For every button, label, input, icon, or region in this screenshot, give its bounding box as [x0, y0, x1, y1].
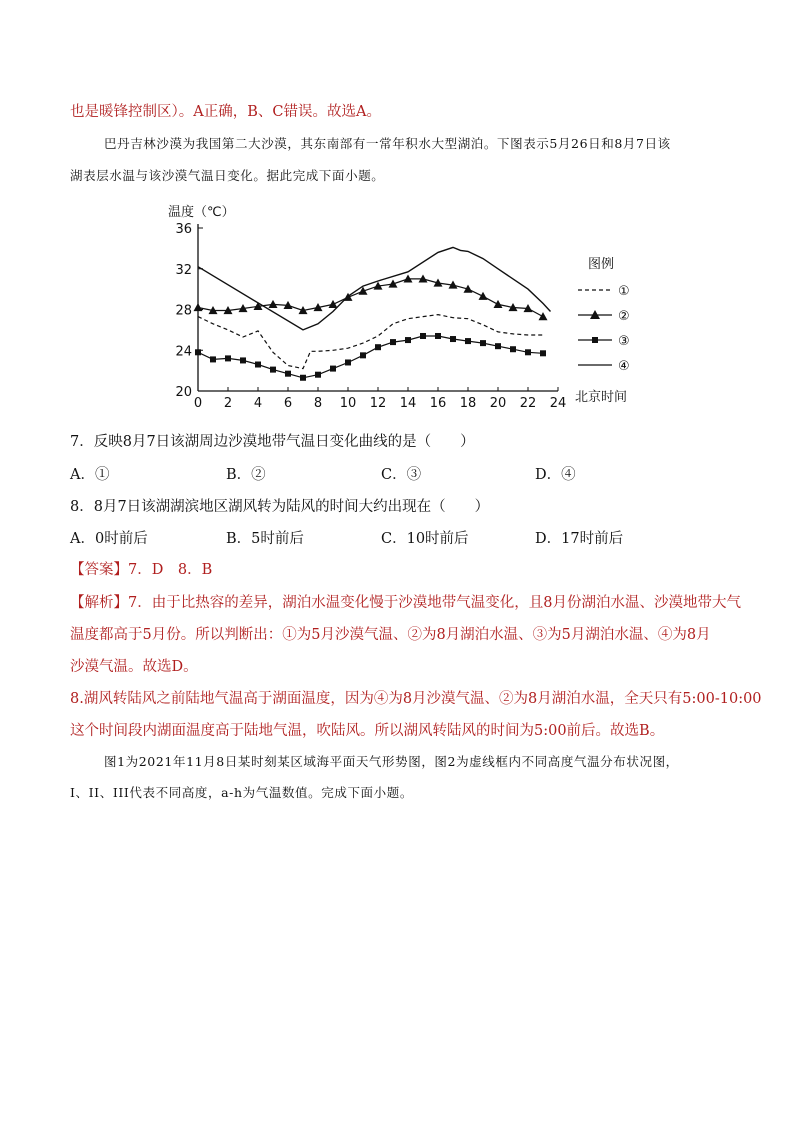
q7-option-c[interactable]: C．③ [381, 467, 422, 483]
triangle-marker [494, 300, 503, 308]
square-marker [225, 355, 231, 361]
analysis-line5: 这个时间段内湖面温度高于陆地气温，吹陆风。所以湖风转陆风的时间为5:00前后。故选B。 [70, 723, 665, 739]
q8-option-d[interactable]: D．17时前后 [535, 531, 624, 547]
y-tick-label: 28 [175, 303, 192, 319]
legend-entry-2: ② [618, 309, 630, 324]
q7-option-d[interactable]: D．④ [535, 467, 576, 483]
x-tick-label: 16 [429, 396, 447, 411]
square-marker [345, 359, 351, 365]
triangle-marker [329, 300, 338, 308]
x-axis-label: 北京时间 [575, 390, 628, 405]
x-tick-label: 10 [339, 396, 357, 411]
analysis-tag: 【解析】 [70, 595, 128, 611]
x-tick-label: 8 [313, 396, 323, 411]
triangle-marker [269, 300, 278, 308]
answer-line [70, 558, 212, 579]
x-tick-label: 18 [459, 396, 477, 411]
analysis-line3: 沙漠气温。故选D。 [70, 659, 198, 675]
legend-title: 图例 [588, 257, 615, 272]
square-marker [195, 349, 201, 355]
y-tick-label: 36 [175, 222, 192, 237]
square-marker [540, 350, 546, 356]
square-marker [360, 352, 366, 358]
y-tick-label: 32 [175, 262, 192, 278]
y-axis-label: 温度（℃） [168, 205, 235, 220]
triangle-marker [539, 312, 548, 320]
temperature-line-chart [160, 196, 640, 418]
square-marker [405, 337, 411, 343]
square-marker [270, 367, 276, 373]
square-marker [450, 336, 456, 342]
x-tick-label: 6 [283, 396, 293, 411]
x-tick-label: 0 [193, 396, 203, 411]
series-line-3 [198, 336, 543, 378]
passage2-line2: I、II、III代表不同高度，a-h为气温数值。完成下面小题。 [70, 785, 413, 800]
analysis-line4: 8.湖风转陆风之前陆地气温高于湖面温度，因为④为8月沙漠气温、②为8月湖泊水温，全天只有5:00-10:00 [70, 691, 762, 707]
q7-option-a[interactable]: A．① [70, 467, 110, 483]
square-marker [420, 333, 426, 339]
y-tick-label: 20 [175, 385, 192, 400]
passage1-line2: 湖表层水温与该沙漠气温日变化。据此完成下面小题。 [70, 168, 385, 183]
previous-answer-tail: 也是暖锋控制区）。A正确，B、C错误。故选A。 [70, 104, 381, 120]
square-marker [210, 356, 216, 362]
q8-option-a[interactable]: A．0时前后 [70, 531, 148, 547]
square-marker [390, 339, 396, 345]
square-marker [495, 343, 501, 349]
square-marker [285, 371, 291, 377]
answer-tag: 【答案】 [70, 562, 128, 578]
square-marker [375, 344, 381, 350]
legend-entry-4: ④ [618, 359, 630, 374]
square-marker [465, 338, 471, 344]
x-tick-label: 12 [369, 396, 387, 411]
q8-option-b[interactable]: B．5时前后 [226, 531, 304, 547]
square-marker [240, 357, 246, 363]
square-marker [525, 349, 531, 355]
q8-option-c[interactable]: C．10时前后 [381, 531, 469, 547]
square-marker [510, 346, 516, 352]
passage1-line1: 巴丹吉林沙漠为我国第二大沙漠，其东南部有一常年积水大型湖泊。下图表示5月26日和8月7日该 [104, 136, 671, 151]
legend-entry-1: ① [618, 284, 630, 299]
square-marker [480, 340, 486, 346]
question-7-stem: 7．反映8月7日该湖周边沙漠地带气温日变化曲线的是（ ） [70, 434, 475, 450]
square-marker [330, 366, 336, 372]
y-tick-label: 24 [175, 344, 192, 360]
legend-entry-3: ③ [618, 334, 630, 349]
legend-square-marker [592, 337, 598, 343]
analysis-line1: 【解析】7．由于比热容的差异，湖泊水温变化慢于沙漠地带气温变化，且8月份湖泊水温、沙漠地带大气 [70, 595, 741, 611]
series-line-1 [198, 315, 543, 369]
answer-text: 7．D 8．B [128, 562, 213, 578]
x-tick-label: 14 [399, 396, 417, 411]
question-8-stem: 8．8月7日该湖湖滨地区湖风转为陆风的时间大约出现在（ ） [70, 499, 490, 515]
square-marker [315, 372, 321, 378]
square-marker [255, 362, 261, 368]
triangle-marker [194, 303, 203, 311]
chart-series [194, 247, 551, 380]
x-tick-label: 24 [549, 396, 567, 411]
triangle-marker [389, 280, 398, 288]
analysis-line2: 温度都高于5月份。所以判断出：①为5月沙漠气温、②为8月湖泊水温、③为5月湖泊水温、④为8月 [70, 627, 711, 643]
square-marker [435, 333, 441, 339]
chart-legend [578, 257, 630, 374]
passage2-line1: 图1为2021年11月8日某时刻某区域海平面天气形势图，图2为虚线框内不同高度气温分布状况图， [104, 754, 679, 769]
x-tick-label: 4 [253, 396, 263, 411]
x-tick-label: 22 [519, 396, 537, 411]
x-tick-label: 2 [223, 396, 233, 411]
q7-option-b[interactable]: B．② [226, 467, 266, 483]
triangle-marker [479, 292, 488, 300]
x-tick-label: 20 [489, 396, 507, 411]
square-marker [300, 375, 306, 381]
